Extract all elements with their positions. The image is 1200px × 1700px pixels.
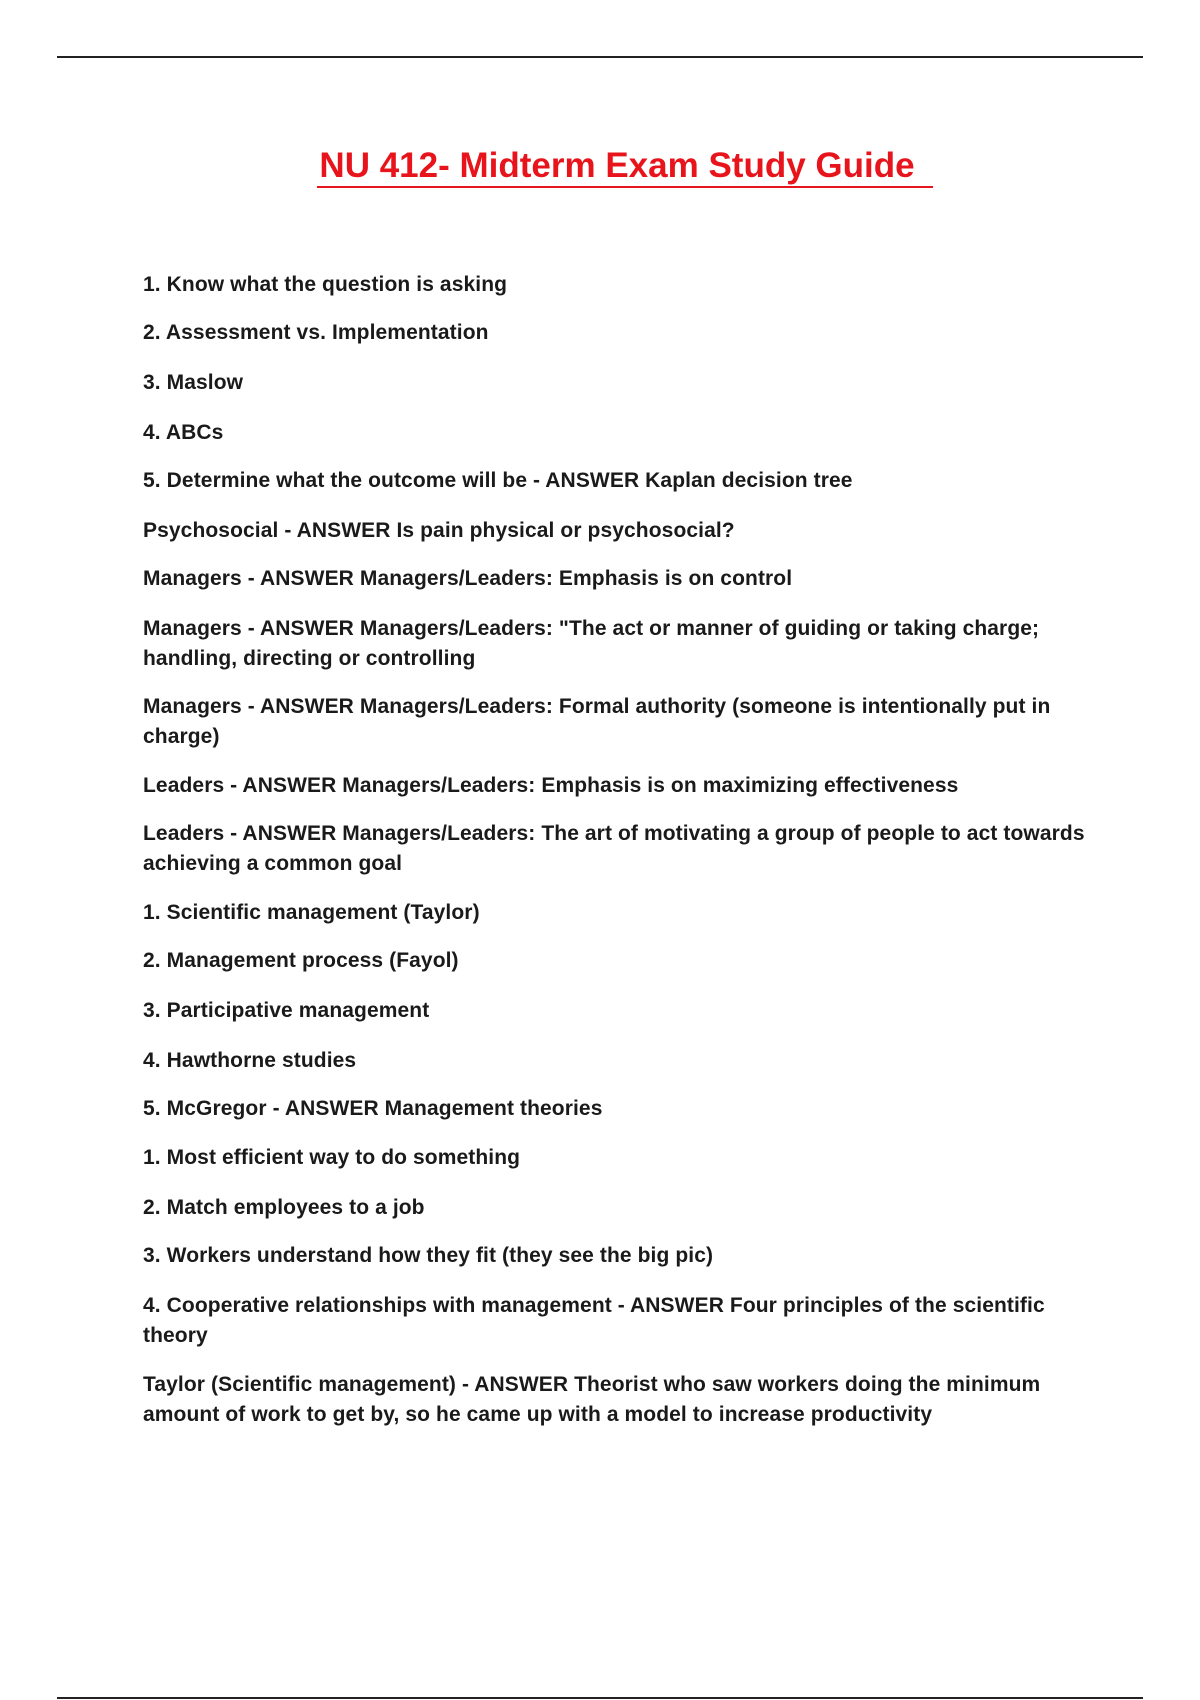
list-item: 1. Know what the question is asking xyxy=(143,273,508,296)
title-container xyxy=(0,146,1200,188)
top-rule xyxy=(57,56,1143,58)
list-item: 5. McGregor - ANSWER Management theories xyxy=(143,1097,603,1120)
list-item: Leaders - ANSWER Managers/Leaders: Emphasis is on maximizing effectiveness xyxy=(143,774,959,797)
list-item: 2. Assessment vs. Implementation xyxy=(143,321,489,344)
bottom-rule xyxy=(57,1697,1143,1699)
list-item: Managers - ANSWER Managers/Leaders: Emphasis is on control xyxy=(143,567,793,590)
list-item: Managers - ANSWER Managers/Leaders: "The act or manner of guiding or taking charge; handling, directing or controlling xyxy=(143,617,1040,670)
list-item: Managers - ANSWER Managers/Leaders: Formal authority (someone is intentionally put in charge) xyxy=(143,695,1051,748)
list-item: 4. Hawthorne studies xyxy=(143,1049,357,1072)
list-item: 3. Maslow xyxy=(143,371,244,394)
list-item: 4. ABCs xyxy=(143,421,224,444)
list-item: 2. Match employees to a job xyxy=(143,1196,425,1219)
list-item: 2. Management process (Fayol) xyxy=(143,949,459,972)
list-item: 3. Workers understand how they fit (they see the big pic) xyxy=(143,1244,714,1267)
list-item: 1. Scientific management (Taylor) xyxy=(143,901,480,924)
list-item: Leaders - ANSWER Managers/Leaders: The art of motivating a group of people to act towards achieving a common goal xyxy=(143,822,1085,875)
list-item: 4. Cooperative relationships with management - ANSWER Four principles of the scientific theory xyxy=(143,1294,1045,1347)
page-title: NU 412- Midterm Exam Study Guide xyxy=(317,146,932,188)
list-item: 3. Participative management xyxy=(143,999,430,1022)
list-item: Taylor (Scientific management) - ANSWER Theorist who saw workers doing the minimum amount of work to get by, so he came up with a model to increase productivity xyxy=(143,1373,1041,1426)
list-item: Psychosocial - ANSWER Is pain physical or psychosocial? xyxy=(143,519,735,542)
list-item: 1. Most efficient way to do something xyxy=(143,1146,521,1169)
study-guide-content xyxy=(143,270,1088,1430)
list-item: 5. Determine what the outcome will be - ANSWER Kaplan decision tree xyxy=(143,469,853,492)
